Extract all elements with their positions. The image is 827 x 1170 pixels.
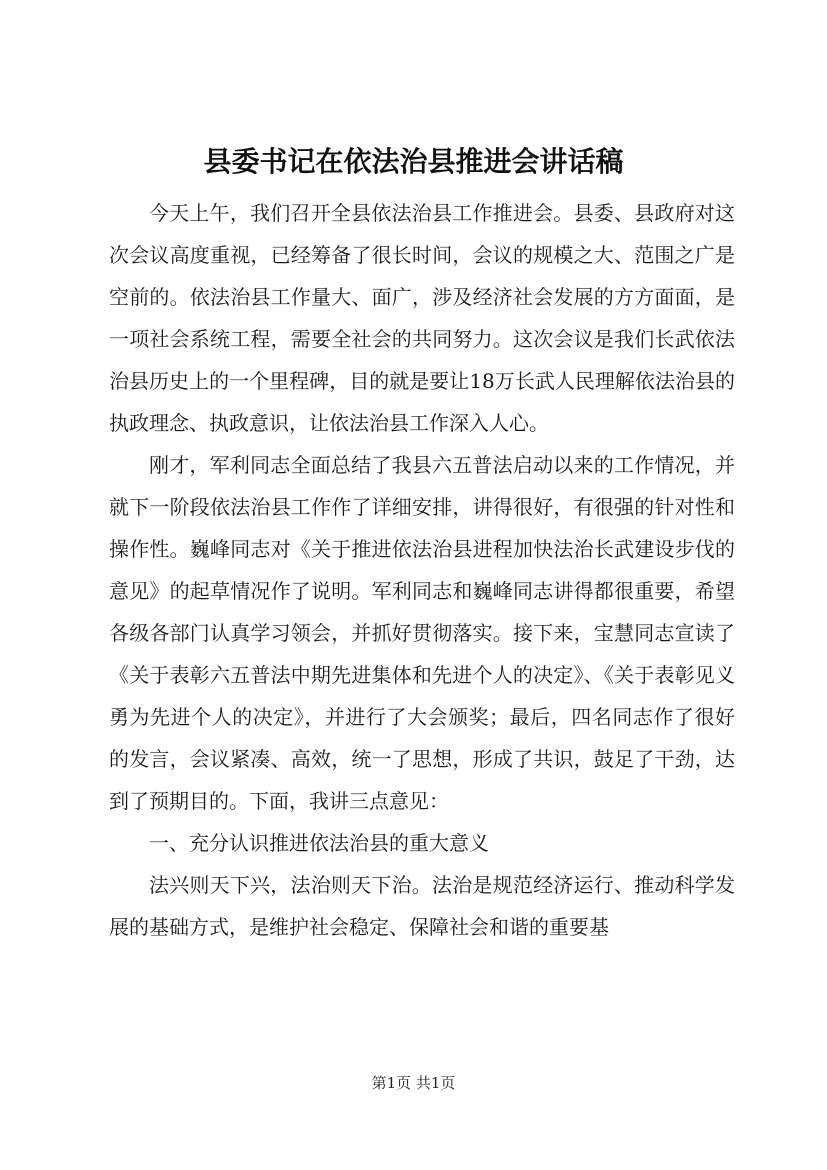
document-title: 县委书记在依法治县推进会讲话稿 (203, 145, 624, 178)
document-body (109, 192, 735, 948)
paragraph-opening: 今天上午，我们召开全县依法治县工作推进会。县委、县政府对这次会议高度重视，已经筹备了很长时间，会议的规模之大、范围之广是空前的。依法治县工作量大、面广，涉及经济社会发展的方方面面，是一项社会系统工程，需要全社会的共同努力。这次会议是我们长武依法治县历史上的一个里程碑，目的就是要让18万长武人民理解依法治县的执政理念、执政意识，让依法治县工作深入人心。 (109, 201, 735, 435)
section-heading-1: 一、充分认识推进依法治县的重大意义 (149, 831, 489, 855)
page-footer: 第1页 共1页 (371, 1074, 456, 1092)
paragraph-section-1: 法兴则天下兴，法治则天下治。法治是规范经济运行、推动科学发展的基础方式，是维护社会稳定、保障社会和谐的重要基 (109, 873, 735, 939)
paragraph-summary: 刚才，军利同志全面总结了我县六五普法启动以来的工作情况，并就下一阶段依法治县工作作了详细安排，讲得很好，有很强的针对性和操作性。巍峰同志对《关于推进依法治县进程加快法治长武建设步伐的意见》的起草情况作了说明。军利同志和巍峰同志讲得都很重要，希望各级各部门认真学习领会，并抓好贯彻落实。接下来，宝慧同志宣读了《关于表彰六五普法中期先进集体和先进个人的决定》、《关于表彰见义勇为先进个人的决定》，并进行了大会颁奖；最后，四名同志作了很好的发言，会议紧凑、高效，统一了思想，形成了共识，鼓足了干劲，达到了预期目的。下面，我讲三点意见： (109, 453, 735, 813)
